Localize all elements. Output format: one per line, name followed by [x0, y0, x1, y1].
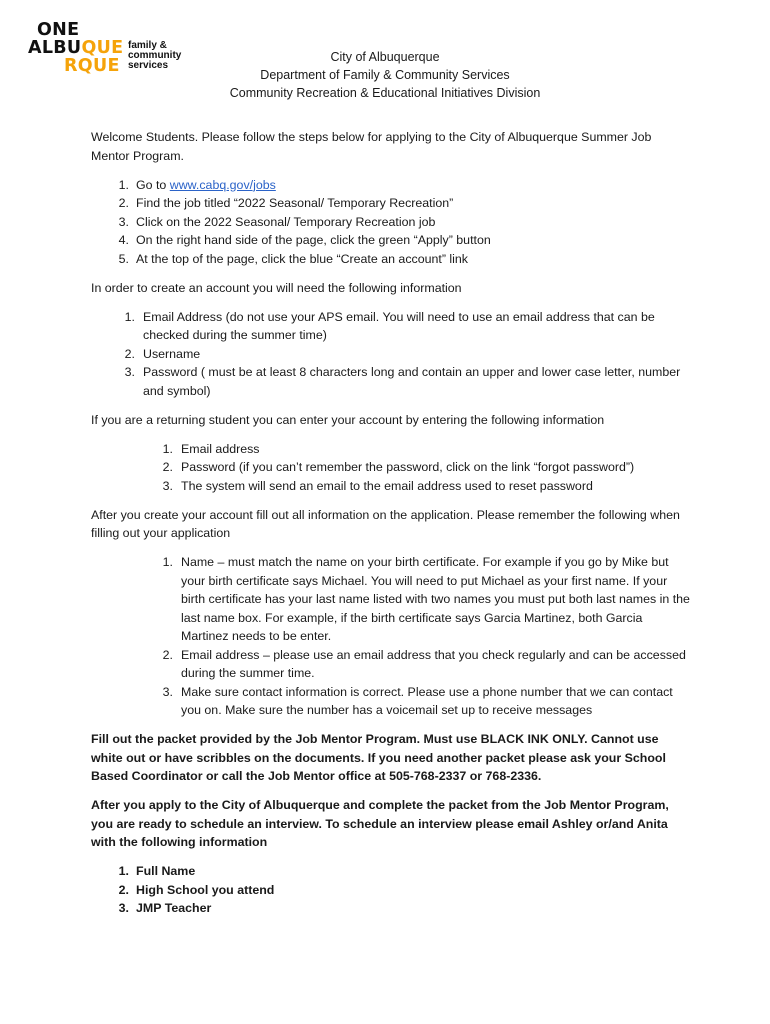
list-item: 1. Email address — [162, 441, 260, 456]
list-item: 3. The system will send an email to the email address used to reset password — [162, 478, 593, 493]
list-item: 4. On the right hand side of the page, click the green “Apply” button — [118, 233, 491, 247]
header-division: Community Recreation & Educational Initiatives Division — [229, 86, 541, 100]
list-item: 3. Make sure contact information is correct. Please use a phone number that we can contact you on. Make sure the number has a voicemail set up to receive messages — [162, 684, 673, 717]
list-item: 1. Name – must match the name on your birth certificate. For example if you go by Mike but your birth certificate says Michael. You will need to put Michael as your first name. If your birth certificate has your last name listed with two names you must put both last names in the last name box. For example, if the birth certificate says Garcia Martinez, both Garcia Martinez needs to be enter. — [162, 555, 690, 643]
returning-student-intro: If you are a returning student you can enter your account by entering the following information — [91, 412, 605, 427]
header-city: City of Albuquerque — [330, 50, 440, 64]
create-account-intro: In order to create an account you will need the following information — [91, 280, 462, 295]
returning-student-list — [91, 440, 691, 496]
list-item: 1. Full Name — [118, 864, 196, 878]
logo-word-one: ONE — [37, 20, 80, 40]
list-item: 5. At the top of the page, click the blue “Create an account” link — [118, 251, 468, 266]
interview-info-list — [91, 862, 691, 918]
jobs-link[interactable]: www.cabq.gov/jobs — [169, 177, 276, 192]
list-item: 1. Go to www.cabq.gov/jobs — [118, 177, 276, 192]
list-item: 1. Email Address (do not use your APS email. You will need to use an email address that can be checked during the summer time) — [124, 309, 655, 342]
list-item: 3. Click on the 2022 Seasonal/ Temporary Recreation job — [118, 214, 436, 229]
list-item: 2. Username — [124, 346, 201, 361]
list-item: 2. Find the job titled “2022 Seasonal/ Temporary Recreation” — [118, 196, 454, 210]
list-item: 3. Password ( must be at least 8 characters long and contain an upper and lower case letter, number and symbol) — [124, 365, 681, 398]
intro-paragraph: Welcome Students. Please follow the steps below for applying to the City of Albuquerque Summer Job Mentor Program. — [91, 130, 652, 163]
logo-word-rque: RQUE — [64, 56, 120, 76]
list-item: 2. Password (if you can’t remember the password, click on the link “forgot password”) — [162, 460, 635, 474]
document-body — [91, 128, 691, 928]
application-tips-list — [91, 553, 691, 720]
application-steps-list — [91, 176, 691, 269]
list-item: 2. Email address – please use an email address that you check regularly and can be accessed during the summer time. — [162, 647, 686, 680]
list-item: 3. JMP Teacher — [118, 901, 212, 915]
interview-intro: After you apply to the City of Albuquerque and complete the packet from the Job Mentor Program, you are ready to schedule an interview. To schedule an interview please email Ashley or/and Anita with the following information — [91, 798, 669, 849]
logo-department: family & community services — [128, 40, 182, 71]
logo-word-albuquerque: ALBUQUE — [28, 38, 124, 58]
packet-instructions: Fill out the packet provided by the Job Mentor Program. Must use BLACK INK ONLY. Cannot use white out or have scribbles on the documents. If you need another packet please ask your School Based Coordinator or call the Job Mentor office at 505-768-2337 or 768-2336. — [91, 732, 666, 783]
letterhead — [0, 48, 770, 102]
header-department: Department of Family & Community Services — [260, 68, 510, 82]
list-item: 2. High School you attend — [118, 882, 275, 897]
create-account-list — [91, 308, 691, 401]
application-intro: After you create your account fill out all information on the application. Please remember the following when filling out your application — [91, 507, 680, 540]
